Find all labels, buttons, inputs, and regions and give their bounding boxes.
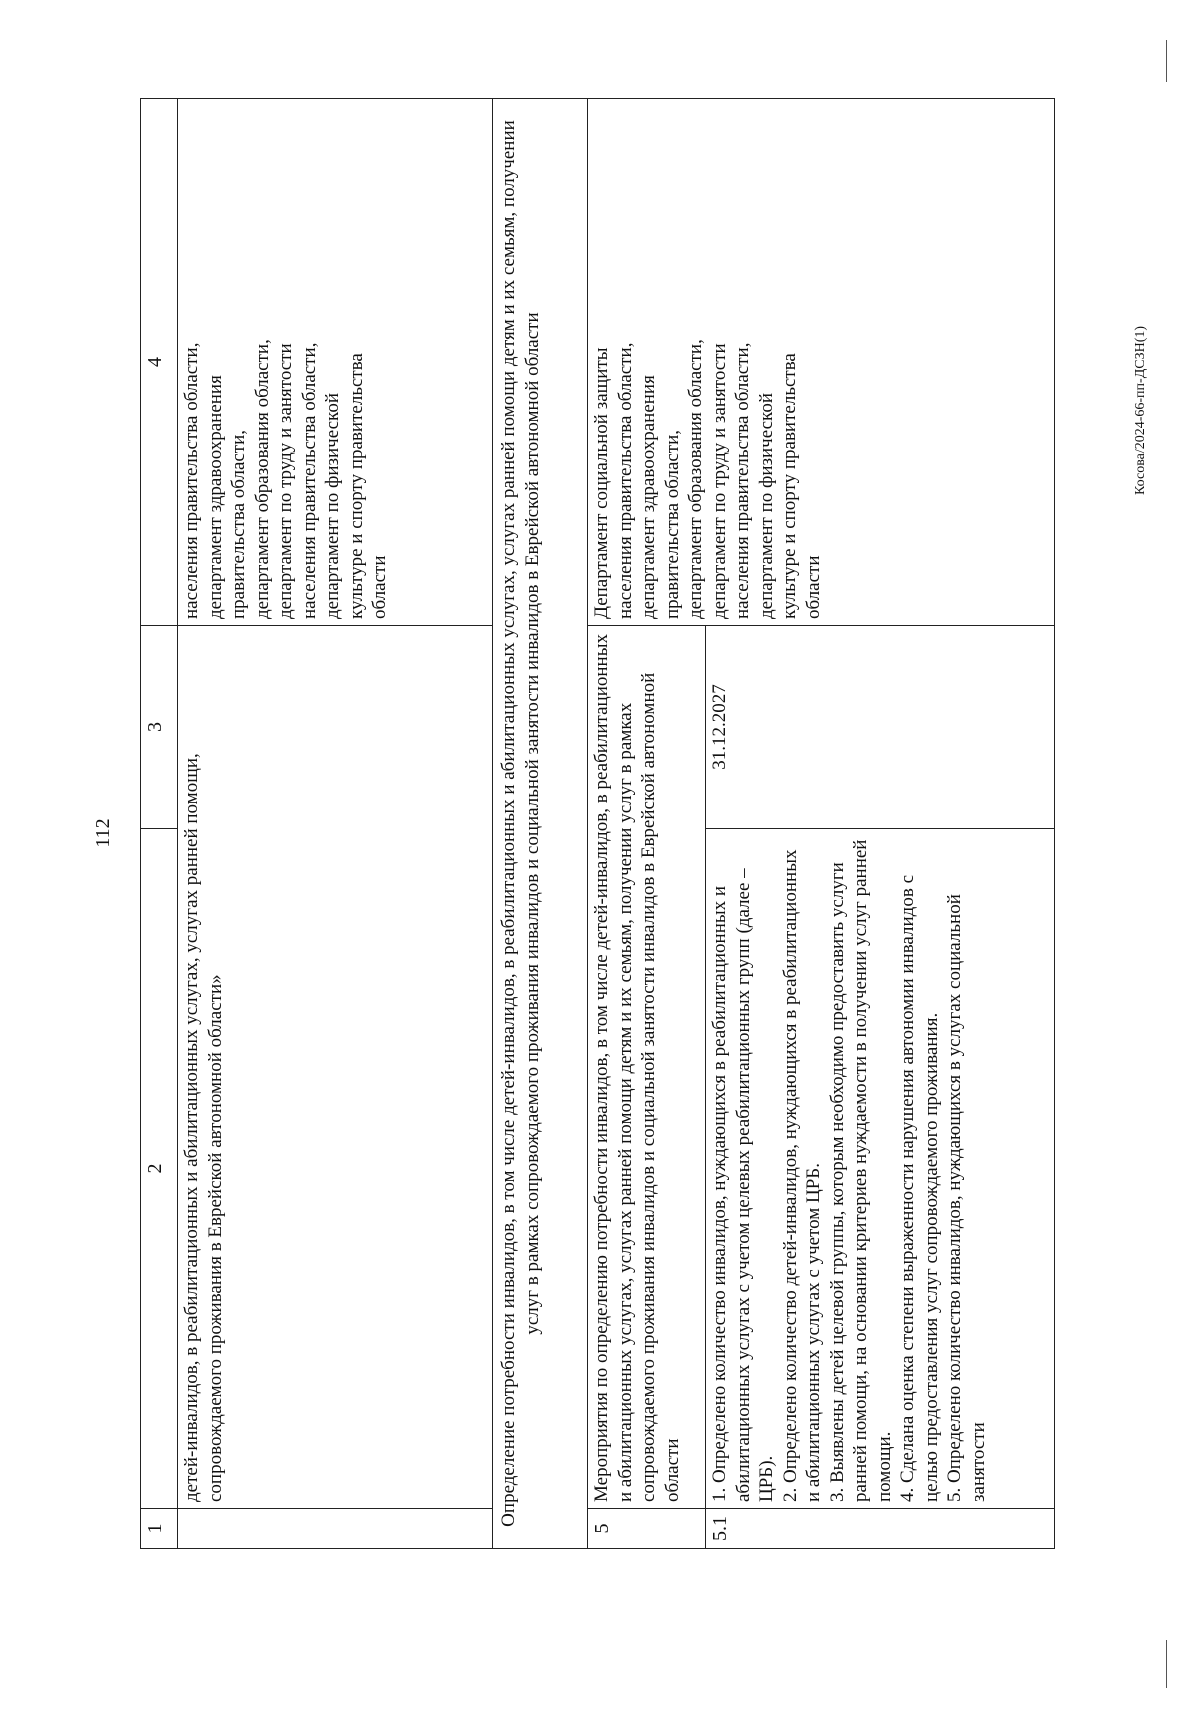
section-title: Определение потребности инвалидов, в том числе детей-инвалидов, в реабилитационных и абилитационных услугах, услугах ранней помощи детям и их семьям, получении услуг в рамках сопровождаемого проживания инвалидов и социальной занятости инвалидов в Еврейской автономной области xyxy=(493,99,588,1549)
cont-cell-text: детей-инвалидов, в реабилитационных и абилитационных услугах, услугах ранней помощи, сопровождаемого проживания в Еврейской автономной области» xyxy=(178,626,493,1509)
row-5-1-date: 31.12.2027 xyxy=(706,626,1055,829)
row-5-departments: Департамент социальной защиты населения правительства области, департамент здравоохранения правительства области, департамент образования области, департамент по труду и занятости населения правительства области, департамент по физической культуре и спорту правительства области xyxy=(588,99,1055,626)
row-5-text: Мероприятия по определению потребности инвалидов, в том числе детей-инвалидов, в реабилитационных и абилитационных услугах, услугах ранней помощи детям и их семьям, получении услуг в рамках сопровождаемого проживания инвалидов и социальной занятости инвалидов в Еврейской автономной области xyxy=(588,626,706,1509)
continuation-row xyxy=(178,99,493,1549)
row-5 xyxy=(588,99,706,1549)
document-id: Косова/2024-66-пп-ДСЗН(1) xyxy=(1133,325,1148,495)
section-title-row xyxy=(493,99,588,1549)
header-col-4: 4 xyxy=(141,99,178,626)
cont-cell-departments: населения правительства области, департамент здравоохранения правительства области, департамент образования области, департамент по труду и занятости населения правительства области, департамент по физической культуре и спорту правительства области xyxy=(178,99,493,626)
header-col-3: 3 xyxy=(141,626,178,829)
header-row xyxy=(141,99,178,1549)
row-5-1-text: 1. Определено количество инвалидов, нуждающихся в реабилитационных и абилитационных услугах с учетом целевых реабилитационных групп (далее – ЦРБ). 2. Определено количество детей-инвалидов, нуждающихся в реабилитационных и абилитационных услугах с учетом ЦРБ. 3. Выявлены детей целевой группы, которым необходимо предоставить услуги ранней помощи, на основании критериев нуждаемости в получении услуг ранней помощи. 4. Сделана оценка степени выраженности нарушения автономии инвалидов с целью предоставления услуг сопровождаемого проживания. 5. Определено количество инвалидов, нуждающихся в услугах социальной занятости xyxy=(706,829,1055,1509)
margin-rule-top xyxy=(1166,40,1167,82)
row-5-1-number: 5.1 xyxy=(706,1509,1055,1549)
rotated-table-container xyxy=(140,99,1055,1549)
header-col-2: 2 xyxy=(141,829,178,1509)
plan-table xyxy=(140,98,1055,1549)
row-5-number: 5 xyxy=(588,1509,706,1549)
cont-cell-1 xyxy=(178,1509,493,1549)
header-col-1: 1 xyxy=(141,1509,178,1549)
margin-rule-bottom xyxy=(1166,1640,1167,1688)
page-number: 112 xyxy=(92,818,114,848)
